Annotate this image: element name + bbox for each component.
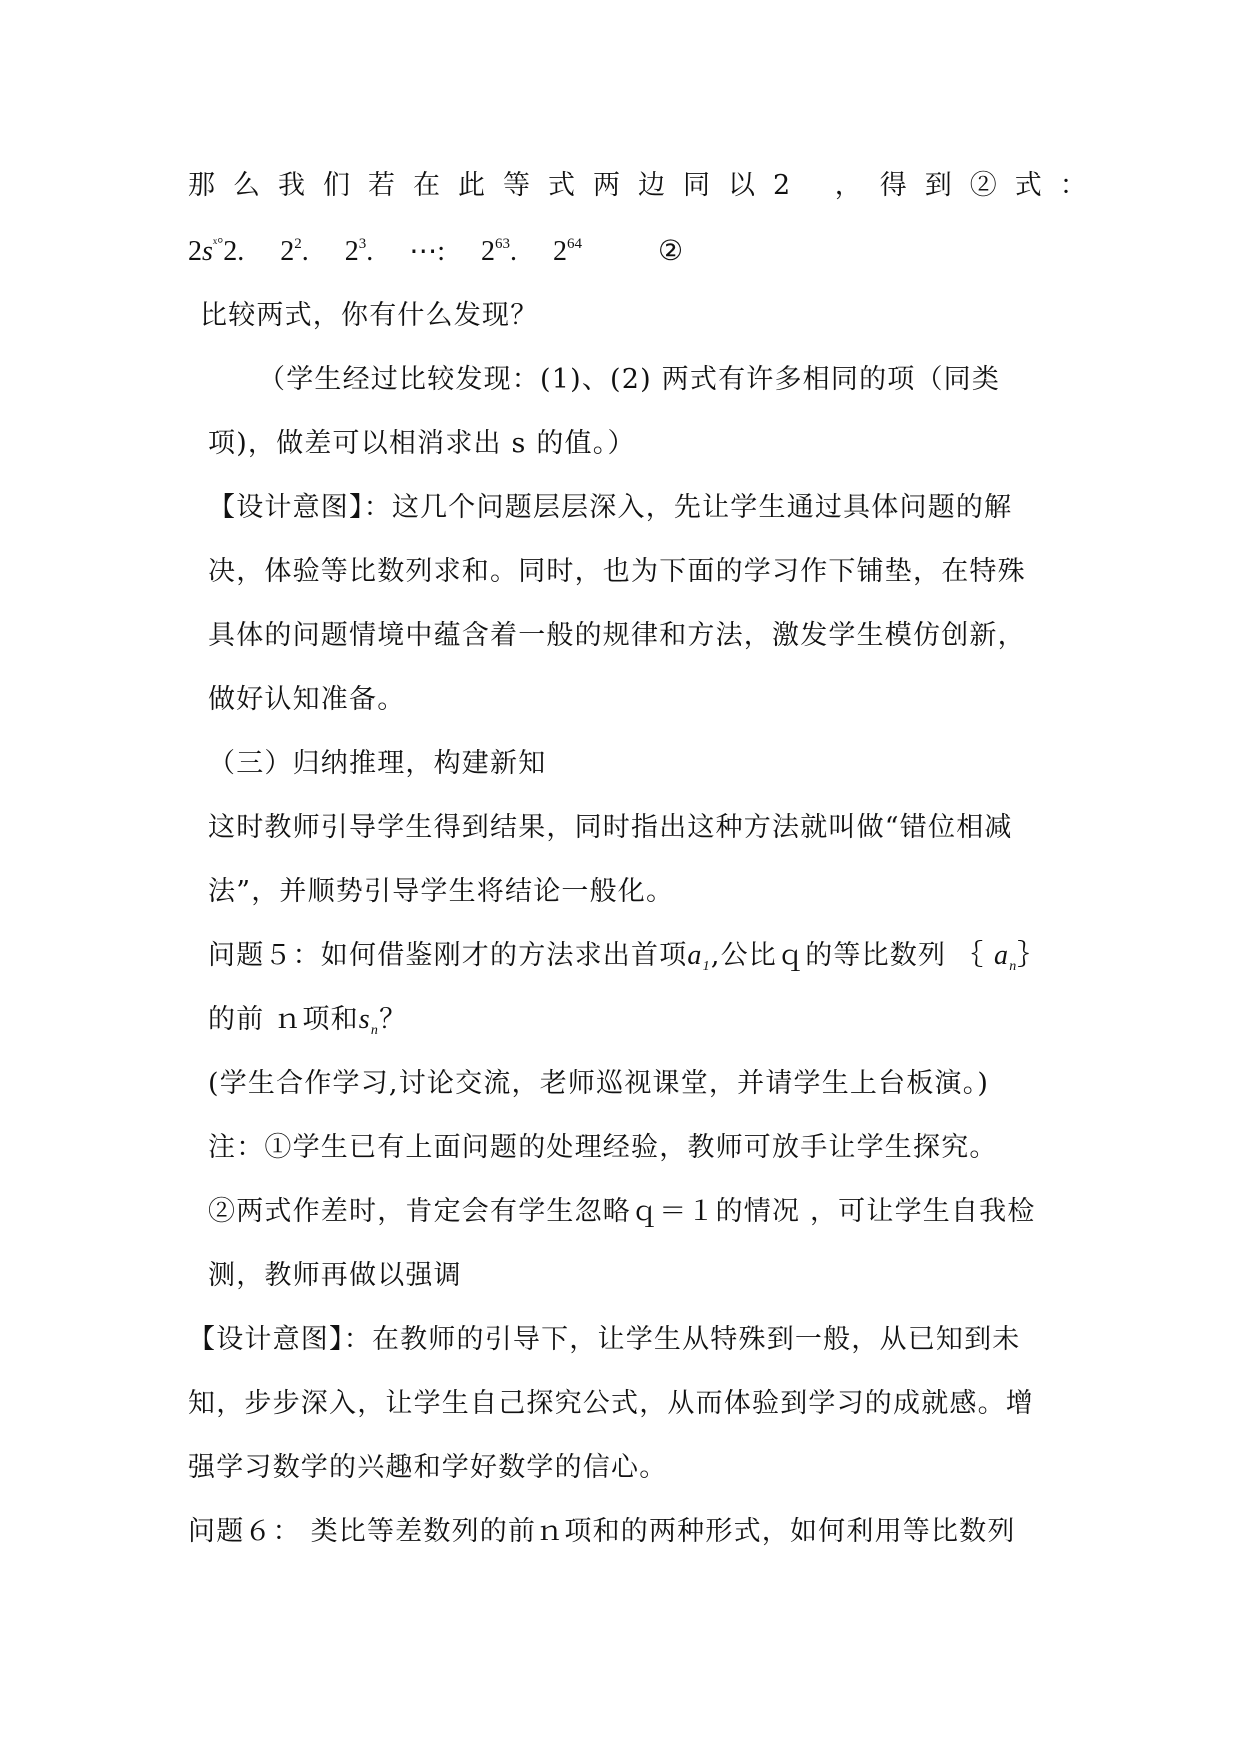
question-5-line: 问题５：如何借鉴刚才的方法求出首项$a_1$,公比ｑ的等比数列 ｛ $a_n\}$	[208, 940, 1046, 974]
eq-lhs-var: s	[202, 236, 213, 267]
eq-term-1: 2	[223, 236, 238, 267]
text-line: 做好认知准备。	[208, 684, 406, 715]
section-heading: （三）归纳推理，构建新知	[208, 748, 547, 779]
text-line: 这时教师引导学生得到结果，同时指出这种方法就叫做“错位相减	[208, 812, 1013, 843]
text-line: 【设计意图】：这几个问题层层深入，先让学生通过具体问题的解	[208, 492, 1013, 523]
math-sn: $s_n$	[358, 1004, 380, 1038]
math-a1: $a_1$	[687, 940, 711, 974]
eq-term-4: $2^{63}$	[481, 236, 511, 267]
eq-ellipsis: ⋯	[409, 236, 438, 267]
text-line: 注：①学生已有上面问题的处理经验，教师可放手让学生探究。	[208, 1132, 998, 1163]
text-line: 法”，并顺势引导学生将结论一般化。	[208, 876, 675, 907]
text-line: 那么我们若在此等式两边同以2 ，得到②式：	[188, 170, 1105, 201]
eq-tag: ②	[658, 236, 684, 267]
question-5-line-2: 的前 ｎ项和$s_n$？	[208, 1004, 408, 1038]
text-line: （学生经过比较发现：(1)、(2) 两式有许多相同的项（同类	[258, 364, 1001, 395]
text-line: (学生合作学习,讨论交流，老师巡视课堂，并请学生上台板演。)	[208, 1068, 990, 1099]
text-line: 问题６： 类比等差数列的前ｎ项和的两种形式，如何利用等比数列	[188, 1516, 1016, 1547]
eq-term-5: $2^{64}$	[553, 236, 583, 267]
eq-lhs-coef: 2	[188, 236, 202, 267]
eq-lhs-sym: ˣ°	[212, 236, 224, 252]
text-line: 测，教师再做以强调	[208, 1260, 462, 1291]
text-line: 强学习数学的兴趣和学好数学的信心。	[188, 1452, 668, 1483]
text-line: 比较两式，你有什么发现？	[200, 300, 539, 331]
text-line: ②两式作差时，肯定会有学生忽略ｑ＝１的情况 ，可让学生自我检	[208, 1196, 1036, 1227]
eq-term-2: $2^2$	[280, 236, 302, 267]
equation-2: $2s^{ˣ^\circ}2$. $2^2$. $2^3$. ⋯: $2^{63}$. $2^{64}$ ②	[188, 236, 684, 267]
text-line: 【设计意图】：在教师的引导下，让学生从特殊到一般，从已知到未	[188, 1324, 1021, 1355]
text-line: 知，步步深入，让学生自己探究公式，从而体验到学习的成就感。增	[188, 1388, 1034, 1419]
math-an: $a_n$	[993, 940, 1018, 974]
text-line: 决，体验等比数列求和。同时，也为下面的学习作下铺垫，在特殊	[208, 556, 1026, 587]
eq-term-3: $2^3$	[344, 236, 367, 267]
text-line: 项)，做差可以相消求出 s 的值。）	[208, 428, 636, 459]
text-line: 具体的问题情境中蕴含着一般的规律和方法，激发学生模仿创新，	[208, 620, 1026, 651]
